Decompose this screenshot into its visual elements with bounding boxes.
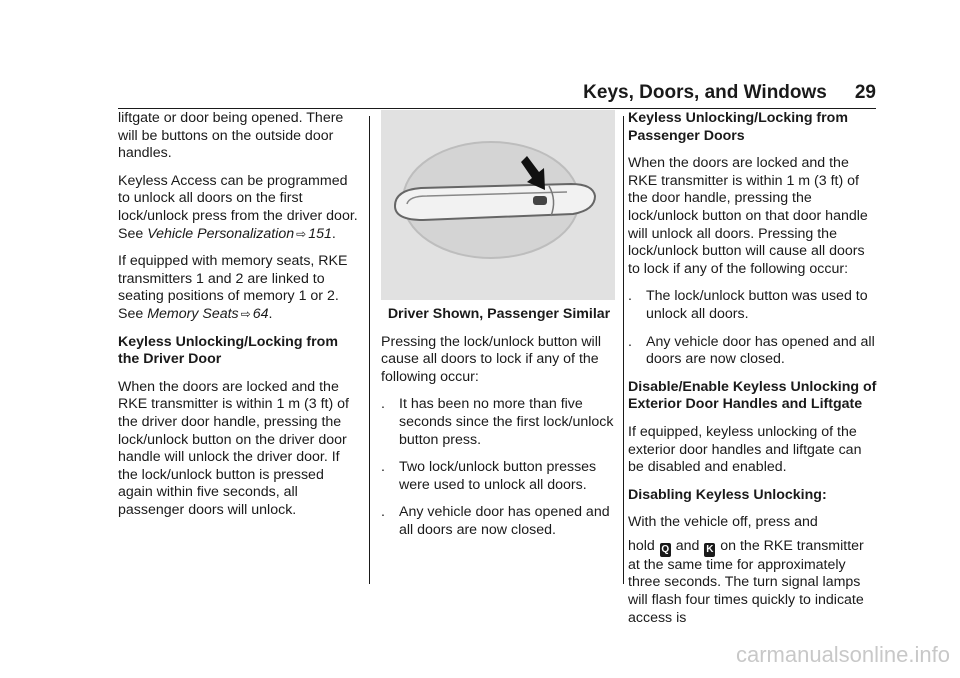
page-header (560, 80, 876, 106)
door-handle-figure (381, 110, 615, 300)
xref-link-vehicle-personalization[interactable]: Vehicle Personalization (147, 225, 295, 242)
list-item-text: It has been no more than five seconds since the first lock/unlock button press. (399, 396, 614, 448)
section-heading: Keyless Unlocking/Locking from Passenger Doors (628, 110, 848, 144)
paragraph: When the doors are locked and the RKE transmitter is within 1 m (3 ft) of the driver door handle, pressing the lock/unlock button on the driver door handle will unlock the driver door. If the lock/unlock button is pressed again within five seconds, all passenger doors will unlock. (118, 378, 349, 518)
xref-arrow-icon: ⇨ (296, 226, 307, 241)
xref-page[interactable]: 151 (308, 225, 332, 242)
section-title: Keys, Doors, and Windows (583, 82, 827, 103)
paragraph-text: If equipped with memory seats, RKE transmitters 1 and 2 are linked to seating positions of memory 1 or 2. See (118, 253, 348, 322)
paragraph: Pressing the lock/unlock button will cause all doors to lock if any of the following occur: (381, 333, 602, 385)
xref-link-memory-seats[interactable]: Memory Seats (147, 305, 239, 322)
paragraph-text: on the RKE transmitter at the same time for approximately three seconds. The turn signal lamps will flash four times quickly to indicate access is (628, 537, 864, 626)
column-3 (628, 110, 878, 637)
list-item (628, 334, 878, 369)
bullet-mark: . (381, 396, 385, 413)
paragraph-text: hold (628, 537, 659, 554)
bullet-mark: . (628, 288, 632, 305)
column-1 (118, 110, 360, 529)
unlock-button-icon: K (706, 543, 714, 555)
paragraph (628, 538, 878, 627)
paragraph-text: and (671, 537, 704, 554)
list-item-text: The lock/unlock button was used to unlock all doors. (646, 288, 868, 322)
list-item (381, 459, 617, 494)
door-handle-illustration (381, 110, 615, 300)
column-divider-2 (623, 116, 624, 584)
column-2 (381, 110, 617, 550)
paragraph: liftgate or door being opened. There will be buttons on the outside door handles. (118, 110, 344, 162)
list-item (381, 504, 617, 539)
list-item (381, 396, 617, 449)
section-heading: Disabling Keyless Unlocking: (628, 486, 827, 503)
bullet-mark: . (628, 333, 632, 350)
section-heading: Disable/Enable Keyless Unlocking of Exterior Door Handles and Liftgate (628, 378, 877, 413)
paragraph-text: Keyless Access can be programmed to unlock all doors on the first lock/unlock press from the driver door. See (118, 172, 358, 242)
xref-arrow-icon: ⇨ (240, 306, 251, 321)
list-item (628, 288, 878, 323)
page-number: 29 (854, 82, 876, 103)
figure-caption: Driver Shown, Passenger Similar (387, 306, 611, 322)
column-divider-1 (369, 116, 370, 584)
watermark: carmanualsonline.info (735, 642, 950, 667)
paragraph: If equipped with memory seats, RKE transmitters 1 and 2 are linked to seating positions of memory 1 or 2. See Memory Seats ⇨ 64. (118, 253, 348, 322)
list-item-text: Two lock/unlock button presses were used to unlock all doors. (399, 459, 597, 493)
paragraph: When the doors are locked and the RKE transmitter is within 1 m (3 ft) of the door handle, pressing the lock/unlock button on that door handle will unlock all doors. Pressing the lock/unlock button will cause all doors to lock if any of the following occur: (628, 155, 868, 277)
bullet-mark: . (381, 504, 385, 521)
paragraph: With the vehicle off, press and (628, 514, 818, 531)
header-rule (118, 108, 876, 109)
bullet-mark: . (381, 459, 385, 476)
paragraph: Keyless Access can be programmed to unlock all doors on the first lock/unlock press from the driver door. See Vehicle Personalization ⇨ 151. (118, 172, 358, 242)
list-item-text: Any vehicle door has opened and all doors are now closed. (646, 333, 875, 368)
list-item-text: Any vehicle door has opened and all doors are now closed. (399, 504, 610, 538)
xref-page[interactable]: 64 (252, 305, 269, 322)
lock-button-icon: Q (661, 543, 670, 555)
section-heading: Keyless Unlocking/Locking from the Driver Door (118, 333, 338, 368)
paragraph: If equipped, keyless unlocking of the exterior door handles and liftgate can be disabled and enabled. (628, 423, 862, 476)
